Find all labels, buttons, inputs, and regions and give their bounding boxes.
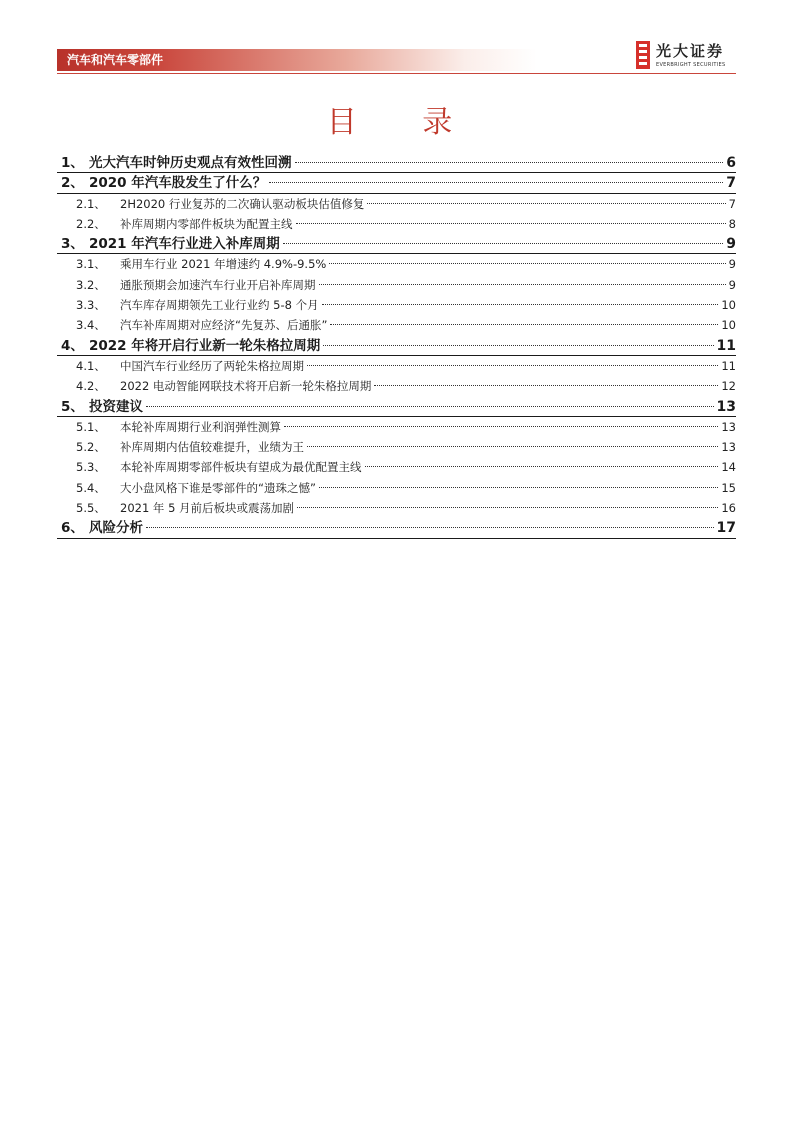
toc-entry-label[interactable]: 乘用车行业 2021 年增速约 4.9%-9.5% [120,257,327,272]
toc-dot-leader [365,466,719,467]
toc-dot-leader [319,284,726,285]
toc-entry-page-number[interactable]: 8 [728,216,736,231]
toc-dot-leader [146,527,714,528]
toc-entry-page-number[interactable]: 6 [726,155,736,171]
toc-entry-page-number[interactable]: 9 [728,277,736,292]
toc-dot-leader [319,487,718,488]
toc-entry-page-number[interactable]: 13 [716,398,736,415]
toc-subsection-entry[interactable] [57,315,736,335]
toc-entry-number: 5.4、 [76,480,106,495]
toc-entry-number: 3.4、 [76,318,106,333]
toc-entry-page-number[interactable]: 15 [721,480,736,495]
toc-subsection-entry[interactable] [57,254,736,274]
toc-entry-label[interactable]: 投资建议 [89,398,143,415]
toc-entry-number: 6、 [61,520,84,537]
table-of-contents [57,153,736,539]
toc-entry-number: 1、 [61,155,84,171]
toc-entry-label[interactable]: 补库周期内估值较难提升，业绩为王 [120,440,304,455]
toc-section-entry[interactable] [57,153,736,173]
toc-entry-label[interactable]: 2H2020 行业复苏的二次确认驱动板块估值修复 [120,196,365,211]
toc-section-underline [57,538,736,539]
toc-subsection-entry[interactable] [57,356,736,376]
toc-entry-number: 3.2、 [76,277,106,292]
toc-entry-label[interactable]: 本轮补库周期行业利润弹性测算 [120,419,281,434]
toc-entry-page-number[interactable]: 16 [721,501,736,516]
toc-entry-number: 2.1、 [76,196,106,211]
toc-section-entry[interactable] [57,173,736,193]
toc-entry-number: 3.1、 [76,257,106,272]
everbright-logo-icon [636,41,650,69]
toc-dot-leader [374,385,718,386]
toc-dot-leader [307,446,718,447]
toc-dot-leader [367,203,725,204]
toc-section-entry[interactable] [57,234,736,254]
toc-dot-leader [330,324,718,325]
toc-entry-label[interactable]: 补库周期内零部件板块为配置主线 [120,216,293,231]
toc-entry-number: 3、 [61,236,84,253]
toc-entry-label[interactable]: 汽车补库周期对应经济“先复苏、后通胀” [120,318,328,333]
toc-section-entry[interactable] [57,336,736,356]
toc-dot-leader [307,365,718,366]
toc-entry-page-number[interactable]: 7 [728,196,736,211]
toc-dot-leader [297,507,718,508]
toc-entry-number: 5、 [61,398,84,415]
toc-entry-label[interactable]: 2020 年汽车股发生了什么？ [89,175,267,192]
toc-entry-label[interactable]: 大小盘风格下谁是零部件的“遗珠之憾” [120,480,316,495]
toc-entry-label[interactable]: 2021 年 5 月前后板块或震荡加剧 [120,501,295,516]
toc-entry-page-number[interactable]: 9 [728,257,736,272]
toc-subsection-entry[interactable] [57,194,736,214]
brand-logo [636,41,736,71]
toc-entry-number: 4.2、 [76,379,106,394]
section-tag: 汽车和汽车零部件 [67,53,164,67]
toc-entry-page-number[interactable]: 17 [716,520,736,537]
toc-subsection-entry[interactable] [57,478,736,498]
toc-entry-page-number[interactable]: 10 [721,298,736,313]
toc-entry-number: 3.3、 [76,298,106,313]
toc-subsection-entry[interactable] [57,457,736,477]
toc-dot-leader [146,406,714,407]
toc-entry-label[interactable]: 光大汽车时钟历史观点有效性回溯 [89,155,292,171]
toc-entry-number: 4.1、 [76,358,106,373]
toc-entry-page-number[interactable]: 9 [726,236,736,253]
toc-entry-label[interactable]: 风险分析 [89,520,143,537]
toc-subsection-entry[interactable] [57,376,736,396]
toc-subsection-entry[interactable] [57,295,736,315]
toc-entry-number: 5.3、 [76,460,106,475]
toc-entry-page-number[interactable]: 12 [721,379,736,394]
toc-entry-page-number[interactable]: 13 [721,419,736,434]
toc-entry-label[interactable]: 2021 年汽车行业进入补库周期 [89,236,280,253]
toc-dot-leader [284,426,718,427]
toc-section-entry[interactable] [57,397,736,417]
toc-entry-number: 2.2、 [76,216,106,231]
toc-entry-label[interactable]: 2022 电动智能网联技术将开启新一轮朱格拉周期 [120,379,372,394]
toc-entry-number: 2、 [61,175,84,192]
toc-subsection-entry[interactable] [57,437,736,457]
brand-name: 光大证券 [656,42,725,60]
toc-entry-number: 5.1、 [76,419,106,434]
toc-dot-leader [283,243,723,244]
toc-subsection-entry[interactable] [57,417,736,437]
toc-entry-label[interactable]: 汽车库存周期领先工业行业约 5-8 个月 [120,298,319,313]
toc-dot-leader [329,263,725,264]
toc-dot-leader [322,304,719,305]
toc-entry-number: 4、 [61,337,84,354]
toc-entry-page-number[interactable]: 11 [716,337,736,354]
brand-subtitle: EVERBRIGHT SECURITIES [656,62,726,68]
toc-subsection-entry[interactable] [57,275,736,295]
toc-entry-page-number[interactable]: 14 [721,460,736,475]
toc-entry-label[interactable]: 中国汽车行业经历了两轮朱格拉周期 [120,358,304,373]
toc-entry-page-number[interactable]: 11 [721,358,736,373]
page-header [0,0,793,80]
toc-dot-leader [269,182,723,183]
toc-entry-number: 5.2、 [76,440,106,455]
toc-entry-page-number[interactable]: 10 [721,318,736,333]
toc-section-entry[interactable] [57,518,736,538]
toc-dot-leader [323,345,713,346]
toc-subsection-entry[interactable] [57,498,736,518]
toc-subsection-entry[interactable] [57,214,736,234]
toc-title: 目 录 [326,105,481,140]
toc-entry-label[interactable]: 通胀预期会加速汽车行业开启补库周期 [120,277,316,292]
toc-entry-label[interactable]: 本轮补库周期零部件板块有望成为最优配置主线 [120,460,362,475]
toc-dot-leader [296,223,726,224]
toc-entry-number: 5.5、 [76,501,106,516]
toc-dot-leader [295,162,724,163]
header-divider [57,73,736,74]
toc-entry-page-number[interactable]: 7 [726,175,736,192]
toc-entry-page-number[interactable]: 13 [721,440,736,455]
toc-entry-label[interactable]: 2022 年将开启行业新一轮朱格拉周期 [89,337,321,354]
